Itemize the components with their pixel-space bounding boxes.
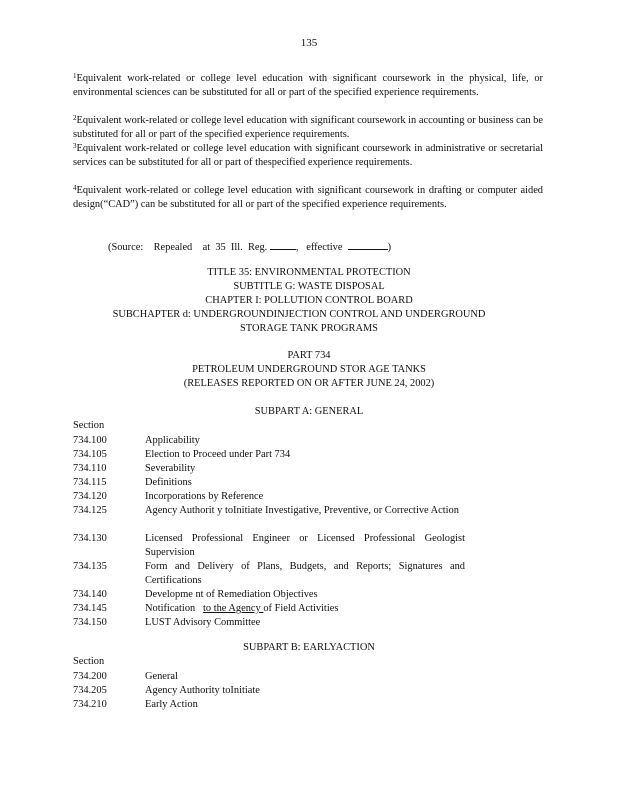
section-title: Early Action xyxy=(145,699,198,710)
section-title: LUST Advisory Committee xyxy=(145,617,261,628)
section-title: Agency Authorit y toInitiate Investigative, Preventive, or Corrective Action xyxy=(145,505,459,516)
subtitle-line: SUBTITLE G: WASTE DISPOSAL xyxy=(233,281,385,292)
source-prefix: (Source: Repealed at 35 Ill. Reg. xyxy=(108,242,268,253)
section-number: 734.200 xyxy=(73,671,107,682)
source-note xyxy=(108,240,391,253)
section-number: 734.115 xyxy=(73,477,107,488)
section-title: Form and Delivery of Plans, Budgets, and Reports; Signatures and Certifications xyxy=(145,561,465,586)
section-title: Definitions xyxy=(145,477,192,488)
blank-line xyxy=(270,240,296,250)
section-number: 734.110 xyxy=(73,463,107,474)
part-name: PETROLEUM UNDERGROUND STOR AGE TANKS xyxy=(192,364,426,375)
footnote-text: Equivalent work-related or college level education with significant coursework in the physical, life, or environmental sciences can be substituted for all or part of the specified experience requirements. xyxy=(73,73,543,98)
subchapter-line: SUBCHAPTER d: UNDERGROUNDINJECTION CONTROL AND UNDERGROUND xyxy=(112,309,486,320)
section-title-part: of Field Activities xyxy=(263,603,339,614)
section-number: 734.210 xyxy=(73,699,107,710)
blank-line xyxy=(348,240,388,250)
title-line: TITLE 35: ENVIRONMENTAL PROTECTION xyxy=(207,267,411,278)
section-title: Severability xyxy=(145,463,196,474)
footnote-3 xyxy=(73,142,543,169)
footnote-1 xyxy=(73,72,543,99)
section-number: 734.140 xyxy=(73,589,107,600)
footnote-2 xyxy=(73,114,543,141)
footnote-text: Equivalent work-related or college level education with significant coursework in administrative or secretarial services can be substituted for all or part of thespecified experience requirements. xyxy=(73,143,543,168)
section-title: Licensed Professional Engineer or Licensed Professional Geologist Supervision xyxy=(145,533,465,558)
section-number: 734.150 xyxy=(73,617,107,628)
section-number: 734.120 xyxy=(73,491,107,502)
section-number: 734.130 xyxy=(73,533,107,544)
subchapter-line-2: STORAGE TANK PROGRAMS xyxy=(240,323,378,334)
section-title: Developme nt of Remediation Objectives xyxy=(145,589,318,600)
section-title-part: Notification xyxy=(145,603,204,614)
section-title: Applicability xyxy=(145,435,200,446)
section-number: 734.125 xyxy=(73,505,107,516)
section-number: 734.145 xyxy=(73,603,107,614)
section-title: Election to Proceed under Part 734 xyxy=(145,449,291,460)
subpart-b-heading: SUBPART B: EARLYACTION xyxy=(243,642,375,653)
footnote-text: Equivalent work-related or college level education with significant coursework in drafting or computer aided design(“CAD”) can be substituted for all or part of the specified experience requirements. xyxy=(73,185,543,210)
source-suffix: ) xyxy=(387,242,392,253)
section-number: 734.105 xyxy=(73,449,107,460)
section-title: Incorporations by Reference xyxy=(145,491,264,502)
section-number: 734.100 xyxy=(73,435,107,446)
footnote-marker: 2 xyxy=(73,114,77,122)
part-label: PART 734 xyxy=(287,350,331,361)
section-title xyxy=(145,602,465,616)
section-title: Agency Authority toInitiate xyxy=(145,685,260,696)
section-column-label: Section xyxy=(73,420,105,431)
section-number: 734.135 xyxy=(73,561,107,572)
footnote-text: Equivalent work-related or college level education with significant coursework in accounting or business can be substituted for all or part of the specified experience requirements. xyxy=(73,115,543,140)
chapter-line: CHAPTER I: POLLUTION CONTROL BOARD xyxy=(205,295,413,306)
footnote-4 xyxy=(73,184,543,211)
section-number: 734.205 xyxy=(73,685,107,696)
underlined-insertion: to the Agency xyxy=(203,603,264,614)
page-number: 135 xyxy=(300,37,318,49)
subpart-a-heading: SUBPART A: GENERAL xyxy=(254,406,364,417)
source-middle: , effective xyxy=(295,242,343,253)
part-scope: (RELEASES REPORTED ON OR AFTER JUNE 24, 2002) xyxy=(183,378,435,389)
footnote-marker: 3 xyxy=(73,142,77,150)
footnote-marker: 1 xyxy=(73,72,77,80)
section-column-label: Section xyxy=(73,656,105,667)
footnote-marker: 4 xyxy=(73,184,77,192)
section-title: General xyxy=(145,671,178,682)
